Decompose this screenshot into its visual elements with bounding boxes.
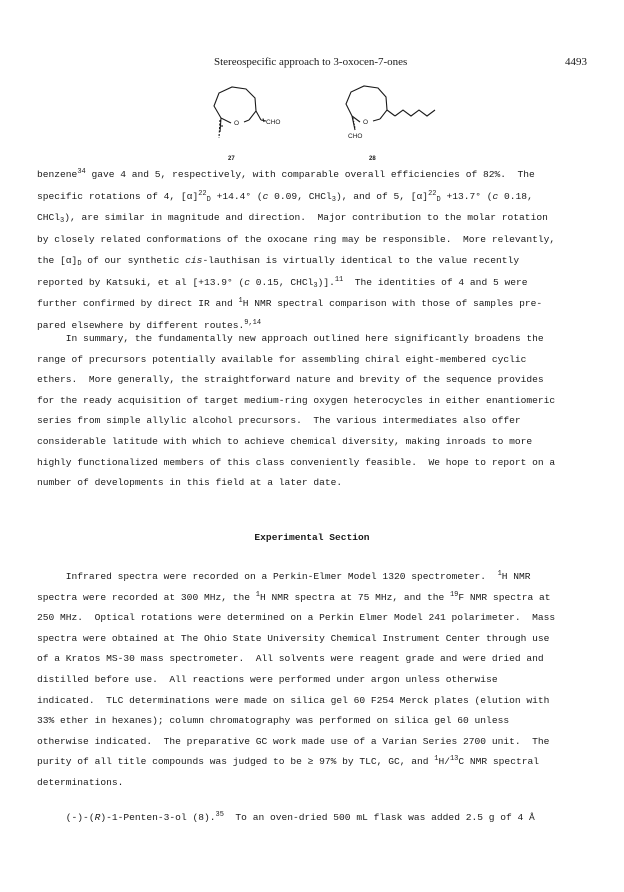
text-line: reported by Katsuki, et al [+13.9° (c 0.15, CHCl$_3$)].$^{11}$ The identities of 4 and 5 were xyxy=(37,275,528,290)
text-line: for the ready acquisition of target medium-ring oxygen heterocycles in either enantiomeric xyxy=(37,394,556,406)
ring-oxygen-label: O xyxy=(363,119,369,126)
text-line: specific rotations of 4, $[\alpha]^{22}_D +14.4^\circ$ (c 0.09, CHCl$_3$), and of 5, $[\alpha]^{22}_D +13.7^\circ$ (c 0.18, xyxy=(37,189,533,204)
text-line: series from simple allylic alcohol precursors. The various intermediates also offer xyxy=(37,415,521,427)
text-line: Infrared spectra were recorded on a Perkin-Elmer Model 1320 spectrometer. $^1$H NMR xyxy=(37,570,531,582)
text-line: spectra were recorded at 300 MHz, the $^1$H NMR spectra at 75 MHz, and the $^{19}$F NMR spectra at xyxy=(37,590,551,603)
text-line: by closely related conformations of the oxocane ring may be responsible. More relevantly, xyxy=(37,233,556,245)
text-line: highly functionalized members of this class conveniently feasible. We hope to report on a xyxy=(37,456,556,468)
text-line: further confirmed by direct IR and $^1$H NMR spectral comparison with those of samples pre- xyxy=(37,297,543,309)
text-line: 33% ether in hexanes); column chromatography was performed on silica gel 60 unless xyxy=(37,715,510,727)
text-line: purity of all title compounds was judged to be ≥ 97% by TLC, GC, and $^1$H/$^{13}$C NMR spectral xyxy=(37,755,539,768)
text-line: range of precursors potentially available for assembling chiral eight-membered cyclic xyxy=(37,353,527,365)
compound-label: 28 xyxy=(369,156,376,162)
page-number: 4493 xyxy=(565,56,587,68)
text-line: benzene$^{34}$ gave 4 and 5, respectively, with comparable overall efficiencies of 82%. The xyxy=(37,168,535,180)
text-line: the $[\alpha]_D$ of our synthetic cis-lauthisan is virtually identical to the value recently xyxy=(37,255,520,268)
text-line: indicated. TLC determinations were made on silica gel 60 F254 Merck plates (elution with xyxy=(37,694,550,706)
text-line: ethers. More generally, the straightforward nature and brevity of the sequence provides xyxy=(37,374,544,386)
text-line: determinations. xyxy=(37,777,124,788)
compound-label: 27 xyxy=(228,156,235,162)
text-line: CHCl$_3$), are similar in magnitude and direction. Major contribution to the molar rotation xyxy=(37,212,548,225)
text-line: number of developments in this field at a later date. xyxy=(37,477,343,489)
text-line: considerable latitude with which to achieve chemical diversity, making inroads to more xyxy=(37,436,533,447)
text-line: distilled before use. All reactions were performed under argon unless otherwise xyxy=(37,674,498,685)
aldehyde-label: CHO xyxy=(266,119,281,126)
text-line: otherwise indicated. The preparative GC work made use of a Varian Series 2700 unit. The xyxy=(37,735,550,747)
running-title: Stereospecific approach to 3-oxocen-7-ones xyxy=(214,56,408,68)
text-line: pared elsewhere by different routes.$^{9,14}$ xyxy=(37,318,262,331)
structure-27 xyxy=(204,80,294,162)
text-line: In summary, the fundamentally new approach outlined here significantly broadens the xyxy=(37,333,544,344)
text-line: 250 MHz. Optical rotations were determined on a Perkin Elmer Model 241 polarimeter. Mass xyxy=(37,612,556,624)
ring-oxygen-label: O xyxy=(234,120,240,127)
structure-28 xyxy=(340,80,460,162)
text-line: spectra were obtained at The Ohio State University Chemical Instrument Center through use xyxy=(37,632,550,644)
text-line: (-)-(R)-1-Penten-3-ol (8).$^{35}$ To an oven-dried 500 mL flask was added 2.5 g of 4 Å xyxy=(37,811,535,823)
section-heading: Experimental Section xyxy=(254,532,370,543)
aldehyde-label: CHO xyxy=(348,133,363,140)
text-line: of a Kratos MS-30 mass spectrometer. All solvents were reagent grade and were dried and xyxy=(37,653,544,665)
